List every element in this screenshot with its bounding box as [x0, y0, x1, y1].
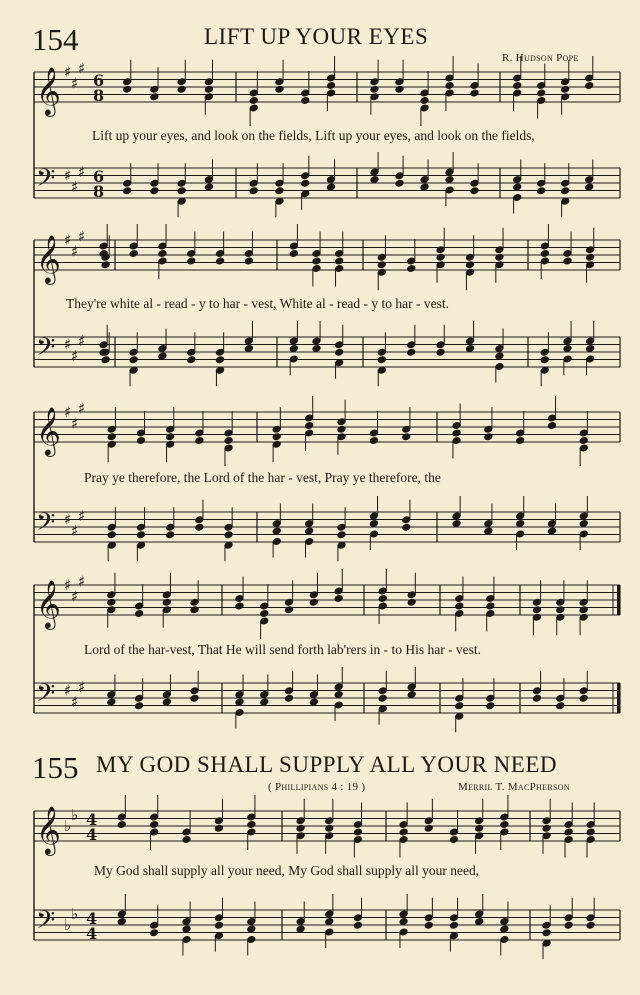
sharp-icon: ♯	[64, 510, 72, 529]
note-head	[309, 598, 318, 606]
time-signature-top: 4	[86, 909, 98, 928]
note-head	[547, 527, 556, 535]
note-head	[540, 250, 549, 258]
sharp-icon: ♯	[64, 63, 72, 81]
sharp-icon: ♯	[78, 227, 86, 246]
note-head	[162, 698, 171, 706]
note-head	[107, 531, 116, 539]
sharp-icon: ♯	[71, 74, 79, 93]
note-head	[107, 698, 116, 706]
note-head	[335, 257, 344, 265]
note-head	[177, 85, 186, 93]
note-head	[513, 183, 522, 191]
note-head	[516, 520, 525, 528]
bass-clef-icon: 𝄢	[36, 679, 56, 714]
note-head	[542, 824, 551, 832]
note-head	[579, 606, 588, 614]
note-head	[465, 261, 474, 269]
bass-clef-icon: 𝄢	[36, 906, 56, 941]
note-head	[399, 828, 408, 836]
composer-credit: R. Hudson Pope	[502, 52, 579, 64]
note-head	[272, 527, 281, 535]
note-head	[312, 345, 321, 353]
note-head	[129, 356, 138, 364]
note-head	[564, 921, 573, 929]
note-head	[495, 253, 504, 261]
note-head	[123, 85, 132, 93]
note-head	[150, 187, 159, 195]
note-head	[249, 187, 258, 195]
note-head	[216, 257, 225, 265]
note-head	[563, 257, 572, 265]
lyric-line: Lord of the har-vest, That He will send forth lab'rers in - to His har - vest.	[84, 642, 482, 657]
note-head	[445, 82, 454, 90]
note-head	[484, 527, 493, 535]
treble-clef-icon: 𝄞	[36, 234, 61, 283]
note-head	[150, 929, 159, 937]
note-head	[402, 523, 411, 531]
note-head	[195, 523, 204, 531]
note-head	[579, 520, 588, 528]
note-head	[370, 85, 379, 93]
note-head	[289, 250, 298, 258]
note-head	[101, 261, 110, 269]
note-head	[162, 598, 171, 606]
note-head	[561, 85, 570, 93]
note-head	[465, 345, 474, 353]
note-head	[166, 433, 175, 441]
scripture-reference: ( Phillipians 4 : 19 )	[268, 781, 366, 793]
note-head	[216, 356, 225, 364]
note-head	[117, 918, 126, 926]
note-head	[486, 602, 495, 610]
sharp-icon: ♯	[78, 59, 86, 78]
note-head	[224, 531, 233, 539]
time-signature-top: 6	[93, 167, 105, 186]
composer-credit: Merril T. MacPherson	[458, 781, 570, 793]
note-head	[224, 437, 233, 445]
note-head	[301, 97, 310, 105]
note-head	[235, 602, 244, 610]
note-head	[455, 702, 464, 710]
sharp-icon: ♯	[64, 231, 72, 249]
time-signature-bottom: 8	[93, 86, 105, 105]
note-head	[190, 694, 199, 702]
lyric-line: Pray ye therefore, the Lord of the har - vest, Pray ye therefore, the	[84, 470, 441, 485]
note-head	[399, 918, 408, 926]
note-head	[247, 821, 256, 829]
note-head	[296, 925, 305, 933]
sharp-icon: ♯	[78, 162, 86, 181]
time-signature-bottom: 8	[93, 182, 105, 201]
note-head	[136, 531, 145, 539]
note-head	[424, 921, 433, 929]
bass-clef-icon: 𝄢	[36, 333, 56, 368]
note-head	[495, 352, 504, 360]
note-head	[334, 595, 343, 603]
note-head	[537, 89, 546, 97]
note-head	[326, 183, 335, 191]
note-head	[289, 345, 298, 353]
note-head	[158, 352, 167, 360]
note-head	[455, 602, 464, 610]
note-head	[325, 918, 334, 926]
sharp-icon: ♯	[71, 177, 79, 196]
note-head	[272, 433, 281, 441]
sharp-icon: ♯	[71, 346, 79, 365]
note-head	[563, 345, 572, 353]
note-head	[378, 694, 387, 702]
note-head	[285, 694, 294, 702]
note-head	[586, 921, 595, 929]
note-head	[369, 520, 378, 528]
lyric-line: They're white al - read - y to har - vest, White al - read - y to har - vest.	[66, 296, 450, 311]
note-head	[424, 824, 433, 832]
note-head	[214, 921, 223, 929]
note-head	[537, 187, 546, 195]
lyric-line: Lift up your eyes, and look on the fields, Lift up your eyes, and look on the fields,	[92, 128, 535, 143]
note-head	[449, 836, 458, 844]
note-head	[586, 345, 595, 353]
note-head	[107, 433, 116, 441]
note-head	[540, 356, 549, 364]
note-head	[158, 250, 167, 258]
note-head	[129, 250, 138, 258]
note-head	[325, 824, 334, 832]
note-head	[395, 179, 404, 187]
note-head	[136, 437, 145, 445]
note-head	[296, 824, 305, 832]
note-head	[407, 691, 416, 699]
flat-icon: ♭	[71, 904, 79, 923]
note-head	[395, 85, 404, 93]
note-head	[369, 437, 378, 445]
note-head	[337, 425, 346, 433]
note-head	[334, 691, 343, 699]
note-head	[586, 828, 595, 836]
note-head	[556, 702, 565, 710]
note-head	[150, 821, 159, 829]
note-head	[402, 433, 411, 441]
note-head	[247, 925, 256, 933]
note-head	[204, 85, 213, 93]
note-head	[377, 356, 386, 364]
treble-clef-icon: 𝄞	[36, 66, 61, 115]
sharp-icon: ♯	[64, 681, 72, 700]
note-head	[117, 821, 126, 829]
note-head	[187, 356, 196, 364]
bass-clef-icon: 𝄢	[36, 508, 56, 543]
note-head	[285, 606, 294, 614]
lyric-line: My God shall supply all your need, My God shall supply all your need,	[94, 863, 480, 878]
note-head	[335, 348, 344, 356]
note-head	[326, 82, 335, 90]
note-head	[579, 437, 588, 445]
note-head	[309, 698, 318, 706]
flat-icon: ♭	[64, 817, 72, 835]
note-head	[182, 836, 191, 844]
note-head	[542, 929, 551, 937]
hymn-number: 154	[32, 22, 79, 57]
sharp-icon: ♯	[78, 572, 86, 591]
note-head	[377, 261, 386, 269]
hymn-title: LIFT UP YOUR EYES	[204, 24, 429, 49]
bass-clef-icon: 𝄢	[36, 164, 56, 199]
note-head	[177, 187, 186, 195]
note-head	[420, 97, 429, 105]
note-head	[420, 183, 429, 191]
note-head	[353, 828, 362, 836]
note-head	[556, 606, 565, 614]
note-head	[470, 89, 479, 97]
note-head	[260, 610, 269, 618]
note-head	[260, 698, 269, 706]
note-head	[585, 183, 594, 191]
note-head	[166, 531, 175, 539]
note-head	[244, 345, 253, 353]
note-head	[353, 921, 362, 929]
time-signature-top: 4	[86, 810, 98, 829]
note-head	[436, 348, 445, 356]
sharp-icon: ♯	[71, 692, 79, 711]
note-head	[101, 356, 110, 364]
note-head	[452, 520, 461, 528]
note-head	[378, 595, 387, 603]
note-head	[182, 925, 191, 933]
note-head	[244, 257, 253, 265]
note-head	[564, 828, 573, 836]
note-head	[312, 257, 321, 265]
sharp-icon: ♯	[64, 335, 72, 354]
note-head	[123, 187, 132, 195]
sharp-icon: ♯	[78, 399, 86, 418]
sharp-icon: ♯	[71, 414, 79, 433]
treble-clef-icon: 𝄞	[36, 406, 61, 455]
sharp-icon: ♯	[78, 677, 86, 696]
time-signature-bottom: 4	[86, 924, 98, 943]
note-head	[500, 925, 509, 933]
note-head	[204, 183, 213, 191]
note-head	[301, 179, 310, 187]
note-head	[484, 433, 493, 441]
note-head	[407, 348, 416, 356]
note-head	[407, 265, 416, 273]
note-head	[516, 437, 525, 445]
note-head	[585, 82, 594, 90]
sharp-icon: ♯	[71, 587, 79, 606]
treble-clef-icon: 𝄞	[36, 805, 61, 854]
note-head	[275, 187, 284, 195]
note-head	[513, 82, 522, 90]
note-head	[500, 821, 509, 829]
note-head	[135, 702, 144, 710]
flat-icon: ♭	[71, 805, 79, 824]
sharp-icon: ♯	[78, 331, 86, 350]
note-head	[452, 429, 461, 437]
note-head	[107, 598, 116, 606]
time-signature-bottom: 4	[86, 825, 98, 844]
note-head	[305, 527, 314, 535]
sharp-icon: ♯	[64, 166, 72, 185]
final-barline	[617, 585, 620, 615]
note-head	[449, 921, 458, 929]
note-head	[235, 698, 244, 706]
note-head	[561, 187, 570, 195]
note-head	[150, 93, 159, 101]
note-head	[305, 422, 314, 430]
note-head	[532, 694, 541, 702]
note-head	[407, 598, 416, 606]
note-head	[586, 253, 595, 261]
sharp-icon: ♯	[78, 506, 86, 525]
note-head	[337, 531, 346, 539]
note-head	[275, 85, 284, 93]
note-head	[475, 918, 484, 926]
sharp-icon: ♯	[64, 403, 72, 421]
note-head	[190, 606, 199, 614]
note-head	[214, 824, 223, 832]
note-head	[187, 257, 196, 265]
sharp-icon: ♯	[71, 521, 79, 540]
note-head	[135, 610, 144, 618]
note-head	[547, 422, 556, 430]
sharp-icon: ♯	[71, 242, 79, 261]
note-head	[486, 702, 495, 710]
note-head	[370, 176, 379, 184]
note-head	[532, 606, 541, 614]
treble-clef-icon: 𝄞	[36, 579, 61, 628]
flat-icon: ♭	[64, 916, 72, 934]
time-signature-top: 6	[93, 71, 105, 90]
hymn-number: 155	[32, 750, 79, 785]
final-barline	[617, 683, 620, 713]
note-head	[195, 437, 204, 445]
sharp-icon: ♯	[64, 576, 72, 594]
note-head	[249, 97, 258, 105]
note-head	[436, 253, 445, 261]
note-head	[579, 694, 588, 702]
note-head	[475, 824, 484, 832]
note-head	[470, 187, 479, 195]
hymn-title: MY GOD SHALL SUPPLY ALL YOUR NEED	[96, 752, 558, 777]
note-head	[445, 176, 454, 184]
